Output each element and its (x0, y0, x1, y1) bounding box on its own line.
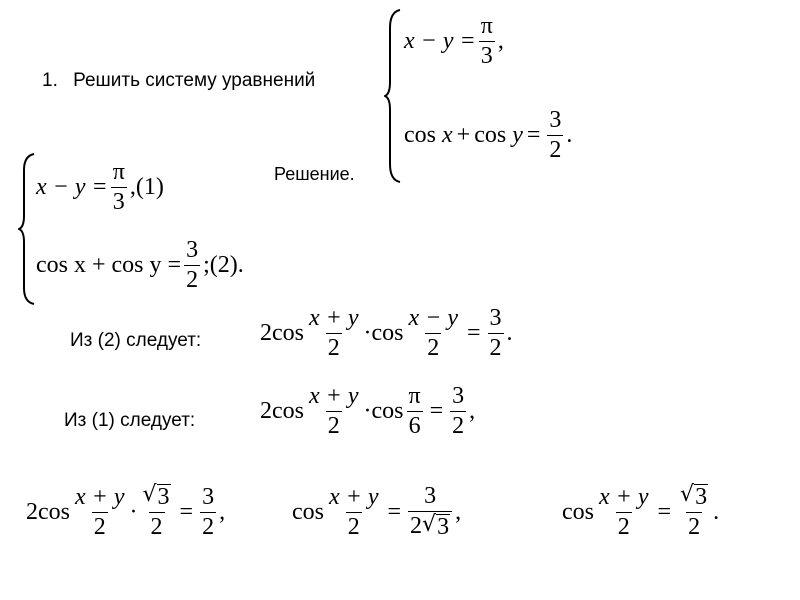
step1-result (488, 306, 504, 361)
step4-cos: cos (292, 498, 324, 525)
step1-r-num: 3 (489, 305, 502, 331)
step4-frac1 (327, 485, 381, 540)
solution-eq1 (36, 160, 164, 215)
sol-eq1-tail: ,(1) (129, 174, 164, 201)
step1-label: Из (2) следует: (70, 330, 202, 351)
eq2-equals: = (526, 122, 541, 149)
step3-equals: = (179, 498, 194, 525)
problem-number: 1. (42, 70, 58, 91)
step4-r-den (408, 511, 452, 540)
step3-result (200, 485, 216, 540)
step4-equals: = (387, 498, 402, 525)
eq2-den: 2 (549, 137, 562, 164)
sol-eq2-lhs: cos x + cos y = (36, 252, 182, 279)
step3-frac1 (73, 485, 127, 540)
sol-eq1-lhs: x − y = (36, 174, 108, 201)
step1-f1-den: 2 (327, 335, 340, 362)
step4-r-den-coef: 2 (410, 513, 423, 540)
system-eq1 (404, 14, 504, 69)
problem-title (42, 70, 315, 92)
eq2-y: y (512, 122, 523, 149)
step3-r-den: 2 (202, 513, 215, 540)
step4-tail: , (455, 498, 462, 525)
eq1-den: 3 (480, 43, 493, 70)
step5-r-den: 2 (688, 514, 701, 541)
step2-r-den: 2 (452, 413, 465, 440)
eq2-fraction (547, 108, 563, 163)
step2-equation (260, 384, 475, 439)
step3-f1-den: 2 (93, 513, 106, 540)
step3-sqrt-frac (141, 484, 173, 540)
step5-cos: cos (562, 498, 594, 525)
step1-f2-num: x − y (408, 305, 458, 331)
step2-equals: = (429, 398, 444, 425)
system-eq2 (404, 108, 572, 163)
step5-f1-num: x + y (599, 483, 649, 510)
step2-result (450, 384, 466, 439)
step3-f1-num: x + y (75, 483, 125, 510)
step2-coef: 2cos (260, 398, 304, 425)
step3-sqrt: √ 3 (142, 482, 170, 510)
step4-f1-den: 2 (347, 513, 360, 540)
step3-equation (26, 484, 225, 540)
system-brace-top (384, 8, 402, 184)
sol-eq2-num: 3 (186, 237, 199, 263)
step5-frac1 (597, 485, 651, 540)
system-brace-solution (18, 152, 36, 306)
step2-cos: cos (371, 398, 404, 425)
step5-equals: = (657, 498, 672, 525)
step1-equation (260, 306, 513, 361)
step1-dot: · (363, 320, 372, 347)
step5-f1-den: 2 (617, 513, 630, 540)
sol-eq2-fraction (184, 238, 200, 293)
step3-sqrt-arg: 3 (157, 484, 170, 510)
eq1-num: π (480, 13, 493, 39)
eq2-cos1: cos (404, 122, 436, 149)
step5-sqrt: √ 3 (680, 482, 708, 510)
step3-r-num: 3 (202, 483, 215, 510)
step2-f2-num: π (408, 383, 421, 409)
step1-cos: cos (371, 320, 404, 347)
step5-equation (562, 484, 719, 540)
eq1-tail: , (497, 28, 504, 55)
step3-tail: , (219, 498, 226, 525)
step1-f2-den: 2 (427, 335, 440, 362)
step3-dot: · (129, 498, 138, 525)
step4-r-num: 3 (424, 483, 437, 509)
sol-eq1-fraction (111, 160, 127, 215)
step2-f2-den: 6 (408, 413, 421, 440)
step2-frac1 (307, 384, 361, 439)
step4-sqrt-arg: 3 (437, 514, 450, 541)
step5-tail: . (713, 498, 720, 525)
step3-sqrt-den: 2 (150, 514, 163, 541)
step1-f1-num: x + y (309, 305, 359, 331)
step2-frac2 (407, 384, 423, 439)
eq1-fraction (479, 14, 495, 69)
eq1-lhs: x − y = (404, 28, 476, 55)
eq2-x: x (442, 122, 453, 149)
sol-eq2-tail: ;(2). (203, 252, 244, 279)
solution-eq2 (36, 238, 244, 293)
sol-eq1-den: 3 (112, 189, 125, 216)
step1-r-den: 2 (489, 335, 502, 362)
eq2-num: 3 (549, 107, 562, 133)
eq2-cos2: cos (474, 122, 507, 149)
step4-f1-num: x + y (329, 483, 379, 510)
step2-r-num: 3 (452, 383, 465, 409)
step4-result (408, 484, 452, 540)
step4-sqrt: √ 3 (422, 512, 450, 541)
eq2-tail: . (566, 122, 573, 149)
step2-dot: · (363, 398, 372, 425)
step4-equation (292, 484, 461, 540)
solution-label: Решение. (274, 164, 355, 184)
step1-tail: . (506, 320, 513, 347)
step2-f1-num: x + y (309, 383, 359, 409)
step3-coef: 2cos (26, 498, 70, 525)
step2-label: Из (1) следует: (64, 410, 196, 431)
sol-eq1-num: π (112, 159, 125, 185)
problem-title-text: Решить систему уравнений (73, 70, 316, 91)
step5-sqrt-arg: 3 (695, 484, 708, 510)
sol-eq2-den: 2 (186, 267, 199, 294)
eq2-plus: + (456, 122, 471, 149)
step1-frac1 (307, 306, 361, 361)
step1-frac2 (407, 306, 461, 361)
step2-f1-den: 2 (327, 413, 340, 440)
step5-result (678, 484, 710, 540)
step2-tail: , (469, 398, 476, 425)
step1-equals: = (467, 320, 481, 347)
step1-coef: 2cos (260, 320, 304, 347)
